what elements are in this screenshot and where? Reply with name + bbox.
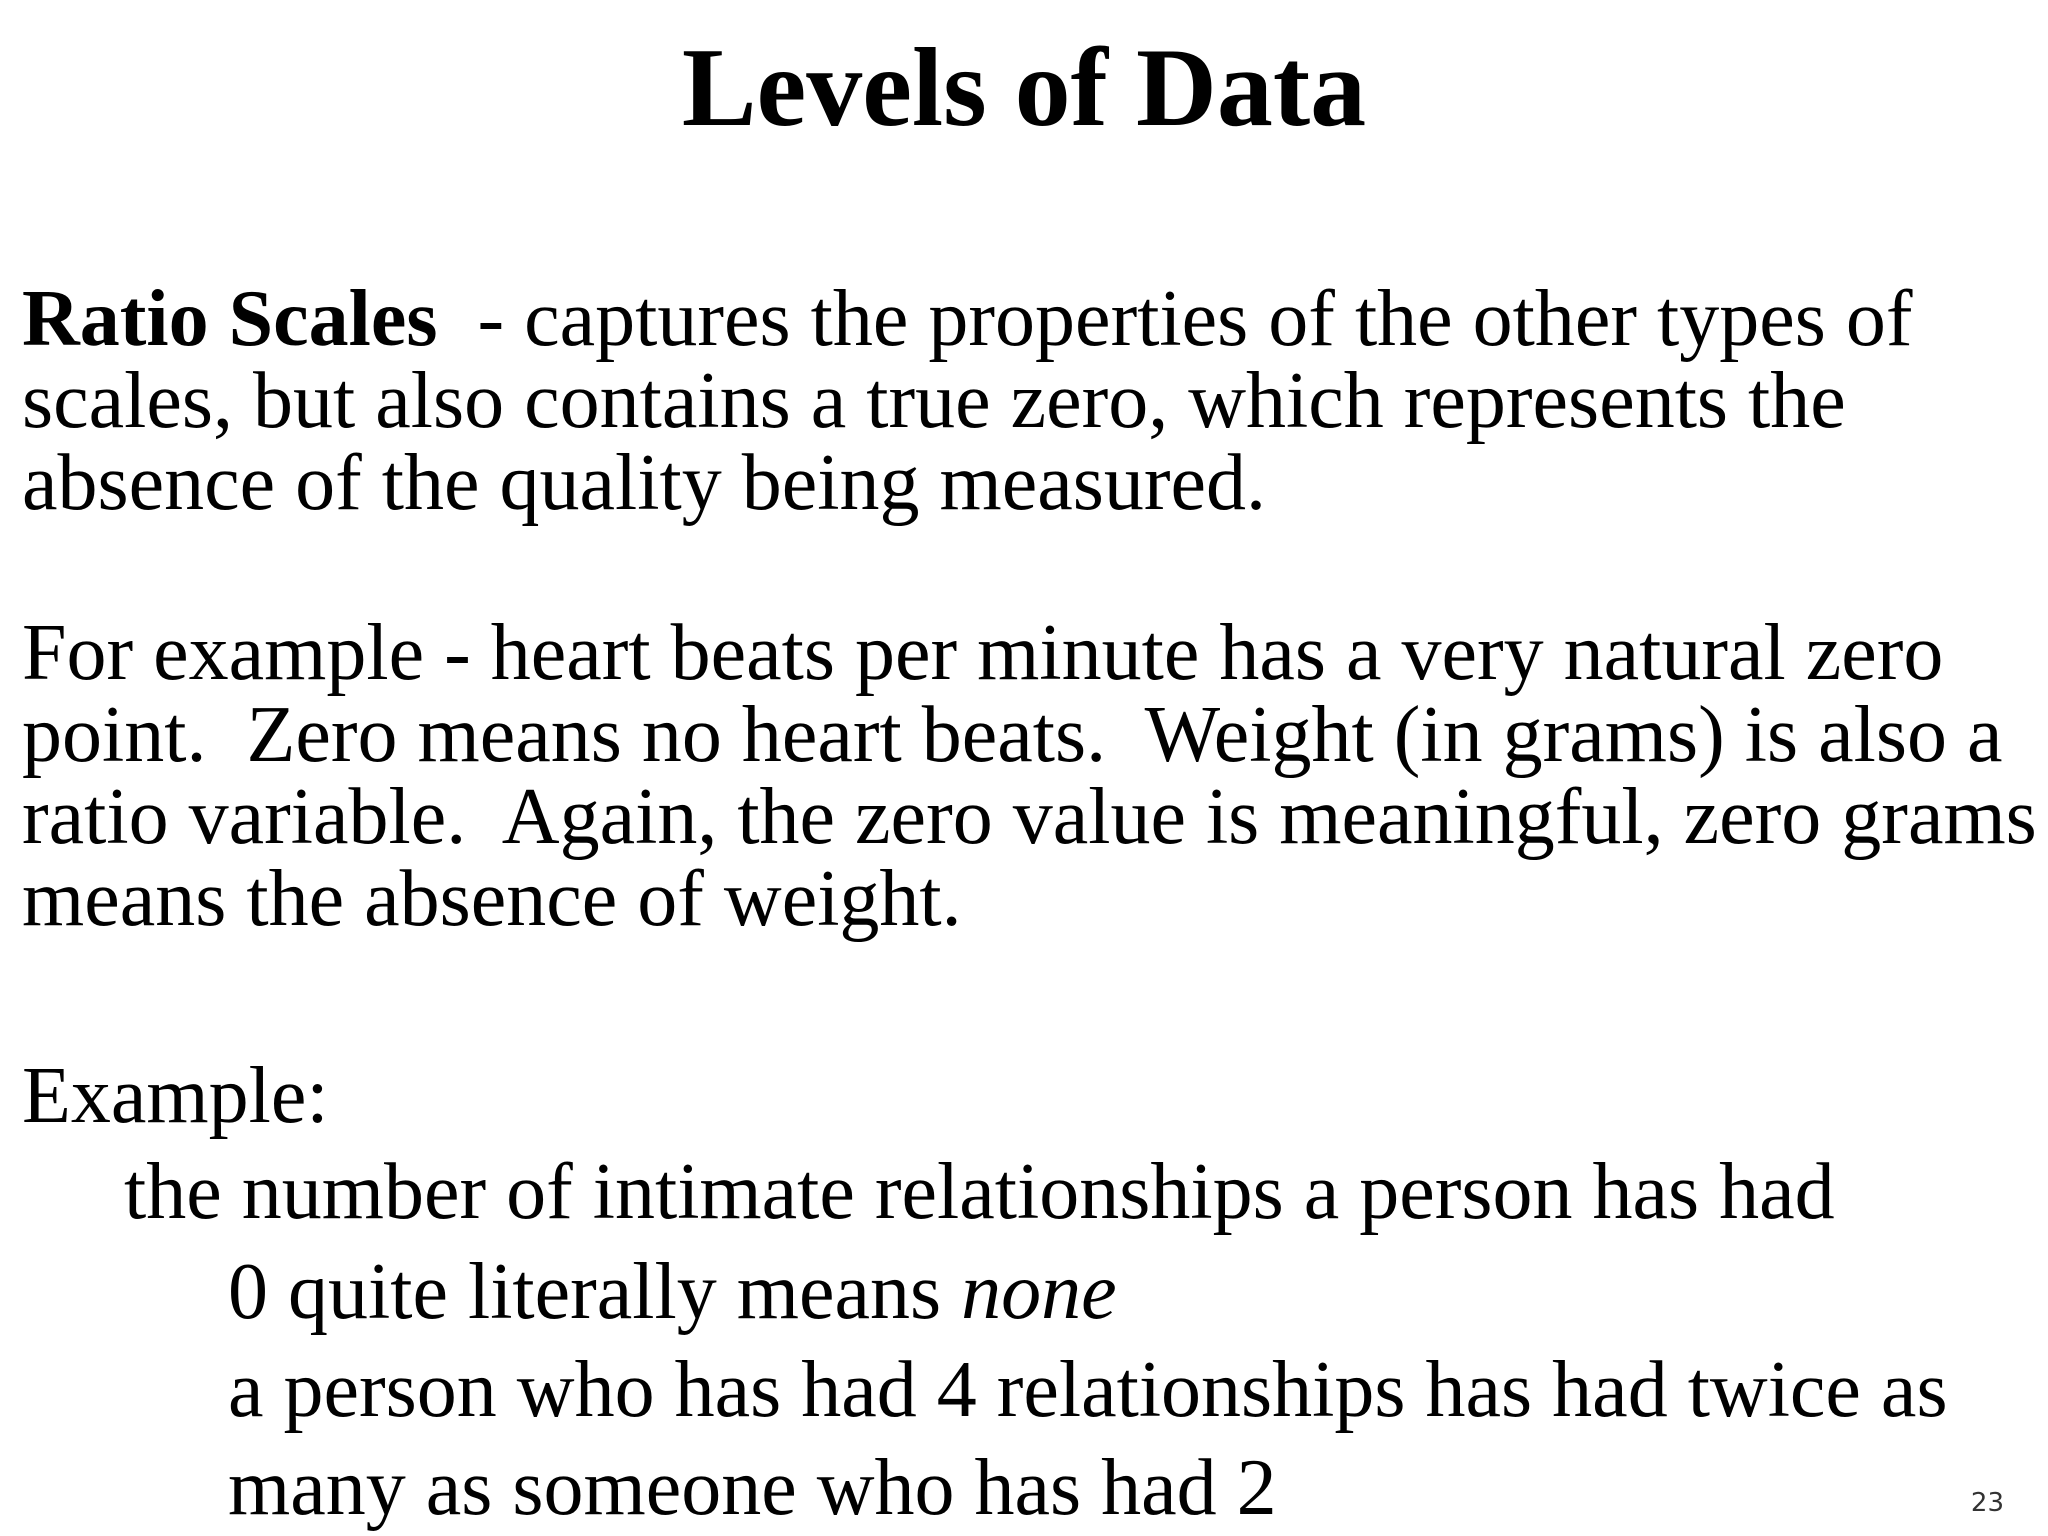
- page-number: 23: [1970, 1488, 2004, 1518]
- example-subitem-1-text: 0 quite literally means: [228, 1248, 962, 1336]
- example-subitem-2-line-1: a person who has had 4 relationships has had twice as: [228, 1346, 1948, 1434]
- slide-title: Levels of Data: [681, 26, 1367, 150]
- definition-line-1: [22, 275, 2032, 363]
- explanation-line-1: For example - heart beats per minute has a very natural zero: [22, 609, 1944, 697]
- example-subitem-2-line-2: many as someone who has had 2: [228, 1444, 1277, 1532]
- definition-term: Ratio Scales: [22, 275, 438, 363]
- explanation-line-3: ratio variable. Again, the zero value is meaningful, zero grams: [22, 773, 2037, 861]
- definition-line-1-rest: - captures the properties of the other types of: [437, 275, 1913, 363]
- example-subitem-1-emphasis: none: [961, 1248, 1117, 1336]
- definition-line-3: absence of the quality being measured.: [22, 439, 1266, 527]
- explanation-line-4: means the absence of weight.: [22, 855, 962, 943]
- example-subitem-1: [228, 1246, 1117, 1338]
- definition-line-2: scales, but also contains a true zero, which represents the: [22, 357, 1846, 445]
- explanation-line-2: point. Zero means no heart beats. Weight (in grams) is also a: [22, 691, 2003, 779]
- definition-paragraph: [22, 275, 2032, 527]
- example-item: the number of intimate relationships a person has had: [124, 1148, 1835, 1236]
- example-label: Example:: [22, 1052, 329, 1140]
- explanation-paragraph: [22, 609, 2037, 943]
